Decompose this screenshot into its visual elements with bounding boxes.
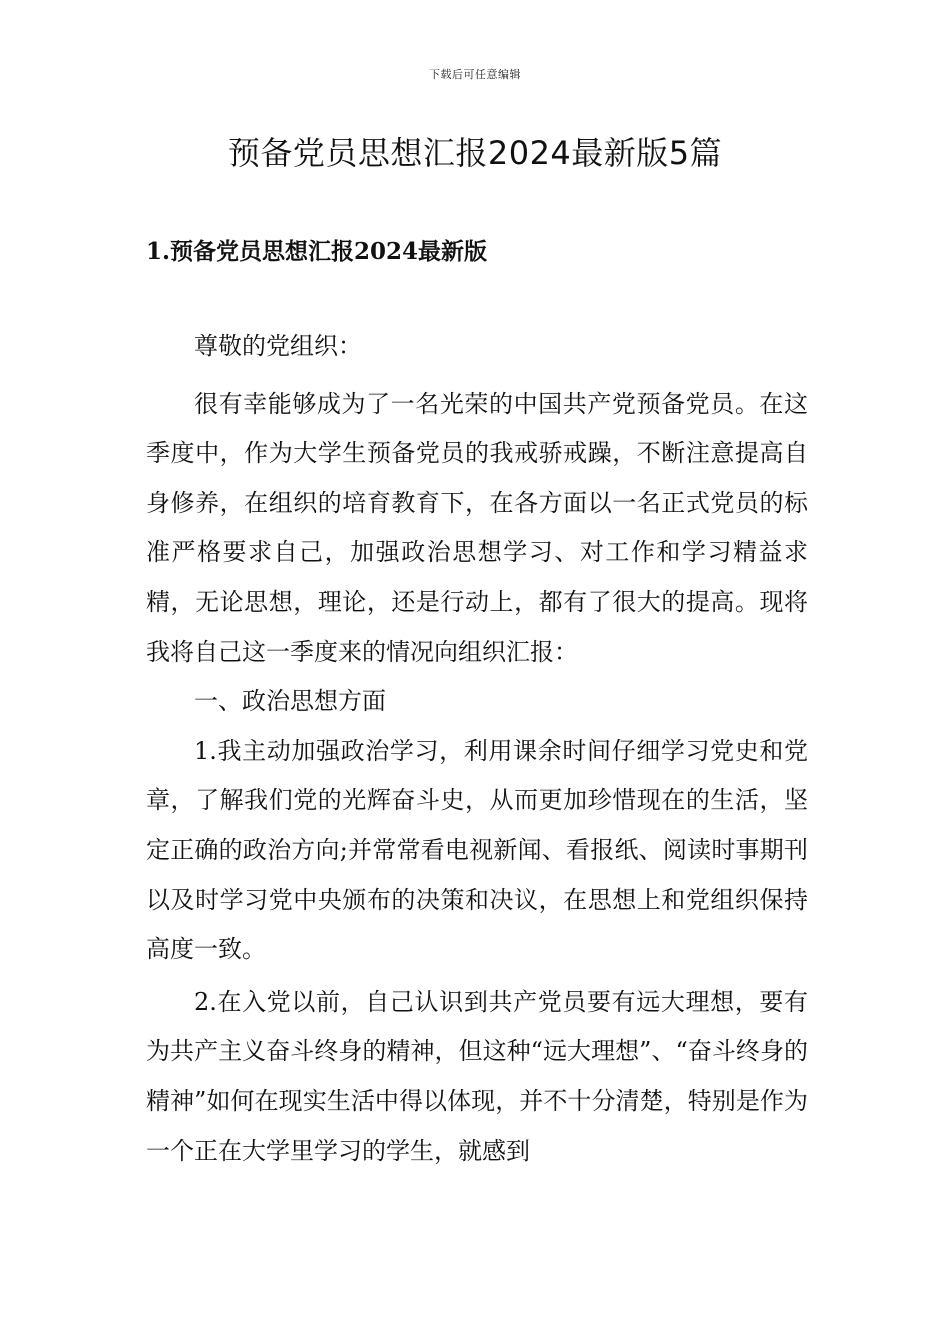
document-title: 预备党员思想汇报2024最新版5篇 bbox=[227, 134, 723, 172]
paragraph-item-2: 2.在入党以前，自己认识到共产党员要有远大理想，要有为共产主义奋斗终身的精神，但这种“远大理想”、“奋斗终身的精神”如何在现实生活中得以体现，并不十分清楚，特别是作为一个正在大学里学习的学生，就感到 bbox=[146, 987, 808, 1165]
header-note: 下载后可任意编辑 bbox=[429, 68, 521, 81]
body-text bbox=[146, 322, 808, 1176]
section-heading: 1.预备党员思想汇报2024最新版 bbox=[146, 238, 488, 265]
paragraph-intro: 很有幸能够成为了一名光荣的中国共产党预备党员。在这季度中，作为大学生预备党员的我戒骄戒躁，不断注意提高自身修养，在组织的培育教育下，在各方面以一名正式党员的标准严格要求自己，加强政治思想学习、对工作和学习精益求精，无论思想，理论，还是行动上，都有了很大的提高。现将我将自己这一季度来的情况向组织汇报： bbox=[146, 389, 808, 666]
paragraph-item-1: 1.我主动加强政治学习，利用课余时间仔细学习党史和党章，了解我们党的光辉奋斗史，从而更加珍惜现在的生活，坚定正确的政治方向;并常常看电视新闻、看报纸、阅读时事期刊以及时学习党中央颁布的决策和决议，在思想上和党组织保持高度一致。 bbox=[146, 736, 808, 964]
salutation: 尊敬的党组织： bbox=[194, 332, 362, 360]
sub-heading-political: 一、政治思想方面 bbox=[194, 687, 386, 716]
